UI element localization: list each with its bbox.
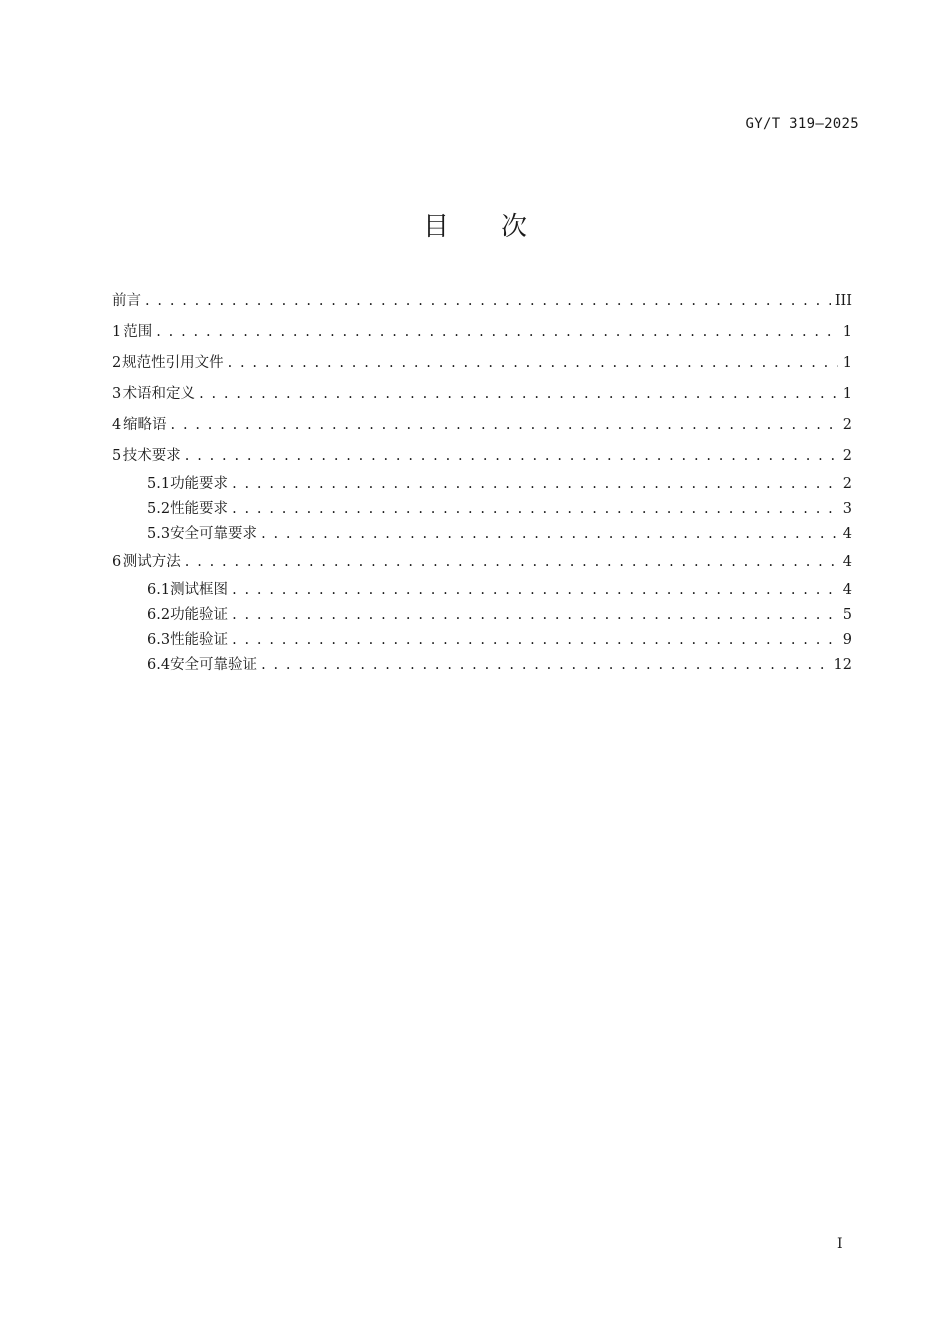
toc-entry-label: 功能验证 [170, 607, 229, 623]
standard-code: GY/T 319—2025 [745, 116, 859, 132]
toc-entry-label: 范围 [123, 324, 153, 340]
toc-entry-page: III [834, 293, 852, 309]
dot-leader [185, 547, 838, 578]
toc-entry-page: 12 [833, 657, 852, 673]
dot-leader [145, 286, 831, 317]
dot-leader [232, 472, 838, 497]
table-of-contents [112, 286, 852, 678]
dot-leader [185, 441, 838, 472]
toc-entry-label: 缩略语 [123, 417, 167, 433]
toc-entry-label: 规范性引用文件 [122, 355, 224, 371]
toc-entry[interactable] [112, 441, 852, 472]
toc-entry-page: 9 [842, 632, 852, 648]
toc-entry[interactable] [112, 379, 852, 410]
toc-entry-label: 术语和定义 [122, 386, 196, 402]
toc-entry-page: 3 [842, 501, 852, 517]
toc-entry-number: 1 [112, 324, 122, 340]
dot-leader [199, 379, 838, 410]
toc-entry[interactable] [112, 653, 852, 678]
toc-entry-page: 1 [842, 355, 852, 371]
toc-entry-label: 安全可靠要求 [170, 526, 258, 542]
toc-entry-label: 测试方法 [122, 554, 181, 570]
toc-entry[interactable] [112, 286, 852, 317]
toc-entry[interactable] [112, 578, 852, 603]
toc-entry-page: 1 [842, 386, 852, 402]
toc-entry-number: 5.3 [147, 526, 171, 542]
dot-leader [232, 497, 838, 522]
toc-entry-number: 5.2 [147, 501, 171, 517]
toc-entry-number: 4 [112, 417, 122, 433]
toc-entry-page: 4 [842, 526, 852, 542]
dot-leader [232, 603, 838, 628]
toc-entry-number: 2 [112, 355, 122, 371]
toc-entry-page: 2 [842, 448, 852, 464]
toc-entry-page: 4 [842, 554, 852, 570]
toc-entry-number: 6.4 [147, 657, 171, 673]
toc-entry[interactable] [112, 472, 852, 497]
toc-entry-label: 安全可靠验证 [170, 657, 258, 673]
toc-entry-page: 2 [842, 417, 852, 433]
toc-entry[interactable] [112, 348, 852, 379]
toc-entry[interactable] [112, 317, 852, 348]
dot-leader [228, 348, 838, 379]
dot-leader [261, 653, 829, 678]
toc-entry[interactable] [112, 547, 852, 578]
toc-entry[interactable] [112, 603, 852, 628]
dot-leader [261, 522, 838, 547]
toc-entry-label: 技术要求 [122, 448, 181, 464]
toc-entry-page: 1 [842, 324, 852, 340]
toc-entry-label: 功能要求 [170, 476, 229, 492]
toc-entry-number: 6.3 [147, 632, 171, 648]
dot-leader [232, 578, 838, 603]
page-number: I [837, 1236, 843, 1252]
dot-leader [232, 628, 838, 653]
toc-entry-number: 5 [112, 448, 122, 464]
toc-entry-number: 6.2 [147, 607, 171, 623]
toc-entry[interactable] [112, 522, 852, 547]
toc-entry-number: 5.1 [147, 476, 171, 492]
toc-entry-label: 前言 [112, 293, 141, 309]
toc-entry[interactable] [112, 410, 852, 441]
toc-entry[interactable] [112, 497, 852, 522]
toc-entry-page: 5 [842, 607, 852, 623]
page-title: 目次 [422, 212, 579, 242]
dot-leader [171, 410, 838, 441]
toc-entry-label: 性能验证 [170, 632, 229, 648]
toc-entry-page: 4 [842, 582, 852, 598]
toc-entry[interactable] [112, 628, 852, 653]
toc-entry-number: 6.1 [147, 582, 171, 598]
toc-entry-number: 6 [112, 554, 122, 570]
toc-entry-page: 2 [842, 476, 852, 492]
toc-entry-label: 测试框图 [170, 582, 229, 598]
toc-entry-label: 性能要求 [170, 501, 229, 517]
dot-leader [156, 317, 838, 348]
toc-entry-number: 3 [112, 386, 122, 402]
